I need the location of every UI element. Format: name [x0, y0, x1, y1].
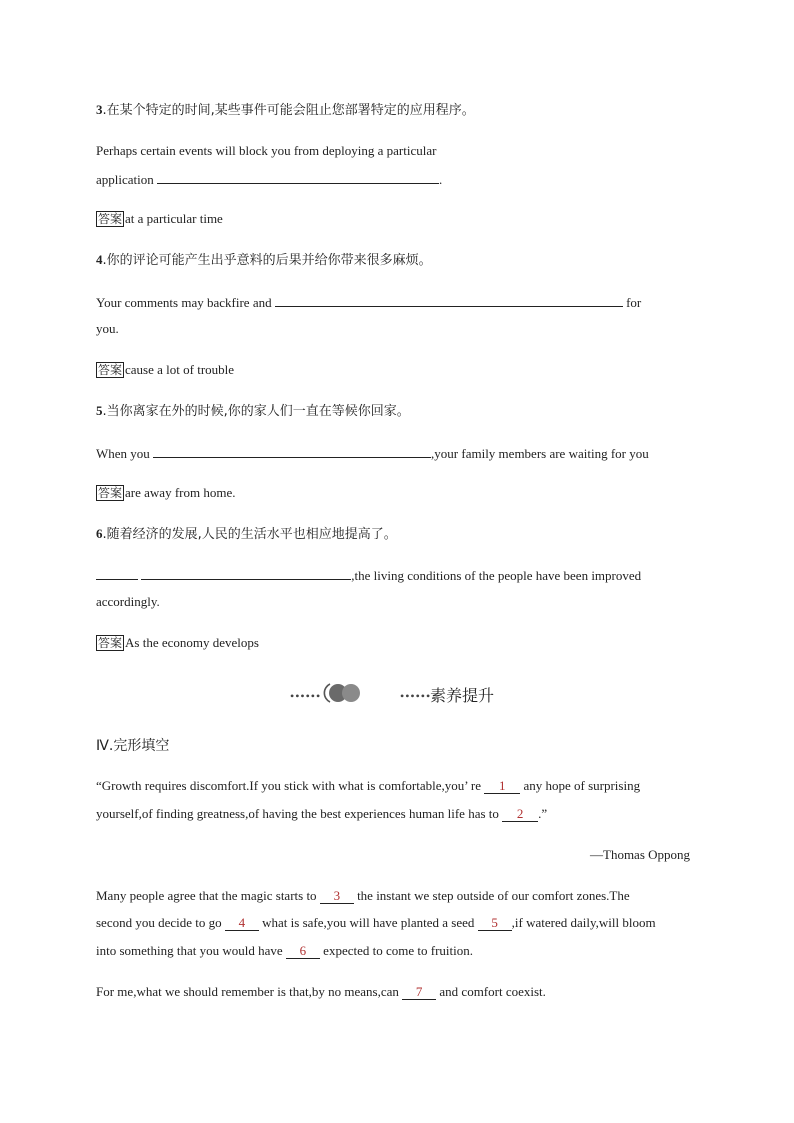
q4-english-line2: you.: [96, 321, 119, 336]
q5-chinese: 5.当你离家在外的时候,你的家人们一直在等候你回家。: [96, 403, 410, 419]
q4-english-line1: Your comments may backfire and for: [96, 295, 642, 310]
q4-answer: 答案 cause a lot of trouble: [98, 362, 235, 377]
cloze-blank-7[interactable]: 7: [402, 985, 436, 1000]
q4-number: 4: [96, 252, 103, 267]
q6-answer: 答案 As the economy develops: [98, 635, 259, 650]
q3-english-line2: application .: [96, 172, 443, 187]
quote-attribution: —Thomas Oppong: [590, 847, 691, 862]
banner-dots-left: ••••••: [290, 689, 322, 703]
cloze-blank-5[interactable]: 5: [478, 916, 512, 931]
q5-answer: 答案 are away from home.: [98, 485, 236, 500]
quote-line-1: “Growth requires discomfort.If you stick with what is comfortable,you’ re 1 any hope of surprising: [96, 778, 641, 793]
q6-chinese: 6.随着经济的发展,人民的生活水平也相应地提高了。: [96, 526, 397, 542]
q3-english-line1: Perhaps certain events will block you from deploying a particular: [96, 143, 437, 158]
q5-english-line1: When you ,your family members are waiting for you: [96, 446, 649, 461]
answer-tag: 答案: [98, 212, 123, 226]
cloze-blank-6[interactable]: 6: [286, 944, 320, 959]
q5-answer-blank[interactable]: [153, 444, 431, 458]
q3-answer-blank[interactable]: [157, 170, 439, 184]
double-circle-logo-icon: [322, 680, 368, 706]
answer-tag: 答案: [98, 486, 123, 500]
answer-tag: 答案: [98, 363, 123, 377]
q4-answer-blank[interactable]: [275, 293, 623, 307]
q4-chinese: 4.你的评论可能产生出乎意料的后果并给你带来很多麻烦。: [96, 252, 432, 268]
part4-heading: Ⅳ.完形填空: [96, 738, 170, 754]
paragraph-1-line-3: into something that you would have 6 expected to come to fruition.: [96, 943, 473, 958]
q3-number: 3: [96, 102, 103, 117]
q6-number: 6: [96, 526, 103, 541]
cloze-blank-3[interactable]: 3: [320, 889, 354, 904]
q6-english-line1: ,the living conditions of the people have been improved: [96, 566, 641, 584]
paragraph-2-line-1: For me,what we should remember is that,by no means,can 7 and comfort coexist.: [96, 984, 546, 999]
cloze-blank-2[interactable]: 2: [502, 807, 538, 822]
q6-answer-blank-2[interactable]: [141, 566, 351, 580]
q6-english-line2: accordingly.: [96, 594, 160, 609]
q3-chinese: 3.在某个特定的时间,某些事件可能会阻止您部署特定的应用程序。: [96, 102, 475, 118]
q3-answer: 答案 at a particular time: [98, 211, 223, 226]
paragraph-1-line-1: Many people agree that the magic starts to 3 the instant we step outside of our comfort zones.The: [96, 888, 630, 903]
paragraph-1-line-2: second you decide to go 4 what is safe,you will have planted a seed 5 ,if watered daily,will bloom: [96, 915, 656, 930]
q6-answer-blank-1[interactable]: [96, 566, 138, 580]
answer-tag: 答案: [98, 636, 123, 650]
quote-line-2: yourself,of finding greatness,of having the best experiences human life has to 2 .”: [96, 806, 548, 821]
cloze-blank-1[interactable]: 1: [484, 779, 520, 794]
section-title: 素养提升: [430, 686, 495, 705]
q5-number: 5: [96, 403, 103, 418]
banner-dots-right: ••••••: [400, 689, 432, 703]
cloze-blank-4[interactable]: 4: [225, 916, 259, 931]
